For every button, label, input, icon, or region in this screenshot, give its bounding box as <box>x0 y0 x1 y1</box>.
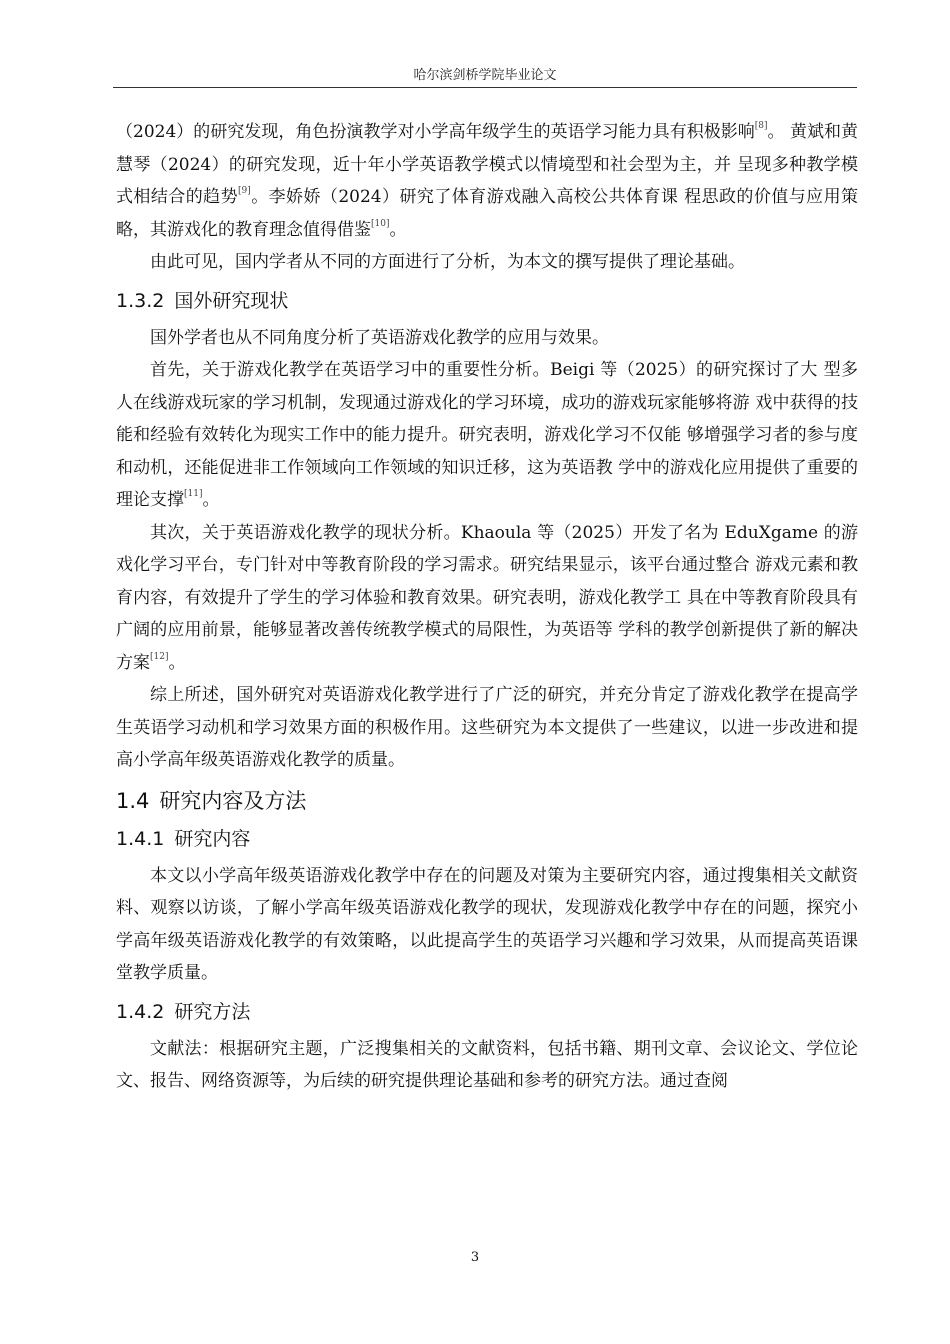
paragraph-foreign-summary: 综上所述，国外研究对英语游戏化教学进行了广泛的研究，并充分肯定了游戏化教学在提高学生英语学习动机和学习效果方面的积极作用。这些研究为本文提供了一些建议，以进一步改进和提高小学高年级英语游戏化教学的质量。 <box>116 685 858 770</box>
paragraph-domestic-research-continued: （2024）的研究发现，角色扮演教学对小学高年级学生的英语学习能力具有积极影响[8]。 黄斌和黄慧琴（2024）的研究发现，近十年小学英语教学模式以情境型和社会型为主，并 呈现多种教学模式相结合的趋势[9]。李娇娇（2024）研究了体育游戏融入高校公共体育课 程思政的价值与应用策略，其游戏化的教育理念值得借鉴[10]。 <box>116 121 859 240</box>
citation-11[interactable]: [11] <box>184 489 203 499</box>
paragraph-foreign-intro: 国外学者也从不同角度分析了英语游戏化教学的应用与效果。 <box>150 327 609 348</box>
citation-10[interactable]: [10] <box>371 218 390 229</box>
section-heading-1-4-1: 1.4.1 研究内容 <box>116 827 251 850</box>
paragraph-domestic-summary: 由此可见，国内学者从不同的方面进行了分析，为本文的撰写提供了理论基础。 <box>150 252 745 272</box>
section-heading-1-4: 1.4 研究内容及方法 <box>116 788 307 813</box>
paragraph-research-methods: 文献法：根据研究主题，广泛搜集相关的文献资料，包括书籍、期刊文章、会议论文、学位论文、报告、网络资源等，为后续的研究提供理论基础和参考的研究方法。通过查阅 <box>116 1038 858 1091</box>
paragraph-research-content: 本文以小学高年级英语游戏化教学中存在的问题及对策为主要研究内容，通过搜集相关文献资料、观察以访谈，了解小学高年级英语游戏化教学的现状，发现游戏化教学中存在的问题，探究小学高年级英语游戏化教学的有效策略，以此提高学生的英语学习兴趣和学习效果，从而提高英语课堂教学质量。 <box>116 865 858 983</box>
citation-9[interactable]: [9] <box>238 186 251 196</box>
document-body <box>116 116 858 1098</box>
header-rule <box>113 87 857 88</box>
page-header: 哈尔滨剑桥学院毕业论文 <box>413 68 557 83</box>
citation-8[interactable]: [8] <box>754 121 768 131</box>
page-number: 3 <box>470 1250 480 1265</box>
section-heading-1-3-2: 1.3.2 国外研究现状 <box>116 289 289 312</box>
paragraph-foreign-importance: 首先，关于游戏化教学在英语学习中的重要性分析。Beigi 等（2025）的研究探讨了大 型多人在线游戏玩家的学习机制，发现通过游戏化的学习环境，成功的游戏玩家能够将游 戏中获得的技能和经验有效转化为现实工作中的能力提升。研究表明，游戏化学习不仅能 够增强学习者的参与度和动机，还能促进非工作领域向工作领域的知识迁移，这为英语教 学中的游戏化应用提供了重要的理论支撑[11]。 <box>116 360 858 510</box>
paragraph-foreign-status: 其次，关于英语游戏化教学的现状分析。Khaoula 等（2025）开发了名为 EduXgame 的游戏化学习平台，专门针对中等教育阶段的学习需求。研究结果显示，该平台通过整合 游戏元素和教育内容，有效提升了学生的学习体验和教育效果。研究表明，游戏化教学工 具在中等教育阶段具有广阔的应用前景，能够显著改善传统教学模式的局限性，为英语等 学科的教学创新提供了新的解决方案[12]。 <box>116 522 858 673</box>
section-heading-1-4-2: 1.4.2 研究方法 <box>116 1000 251 1023</box>
citation-12[interactable]: [12] <box>150 651 169 662</box>
